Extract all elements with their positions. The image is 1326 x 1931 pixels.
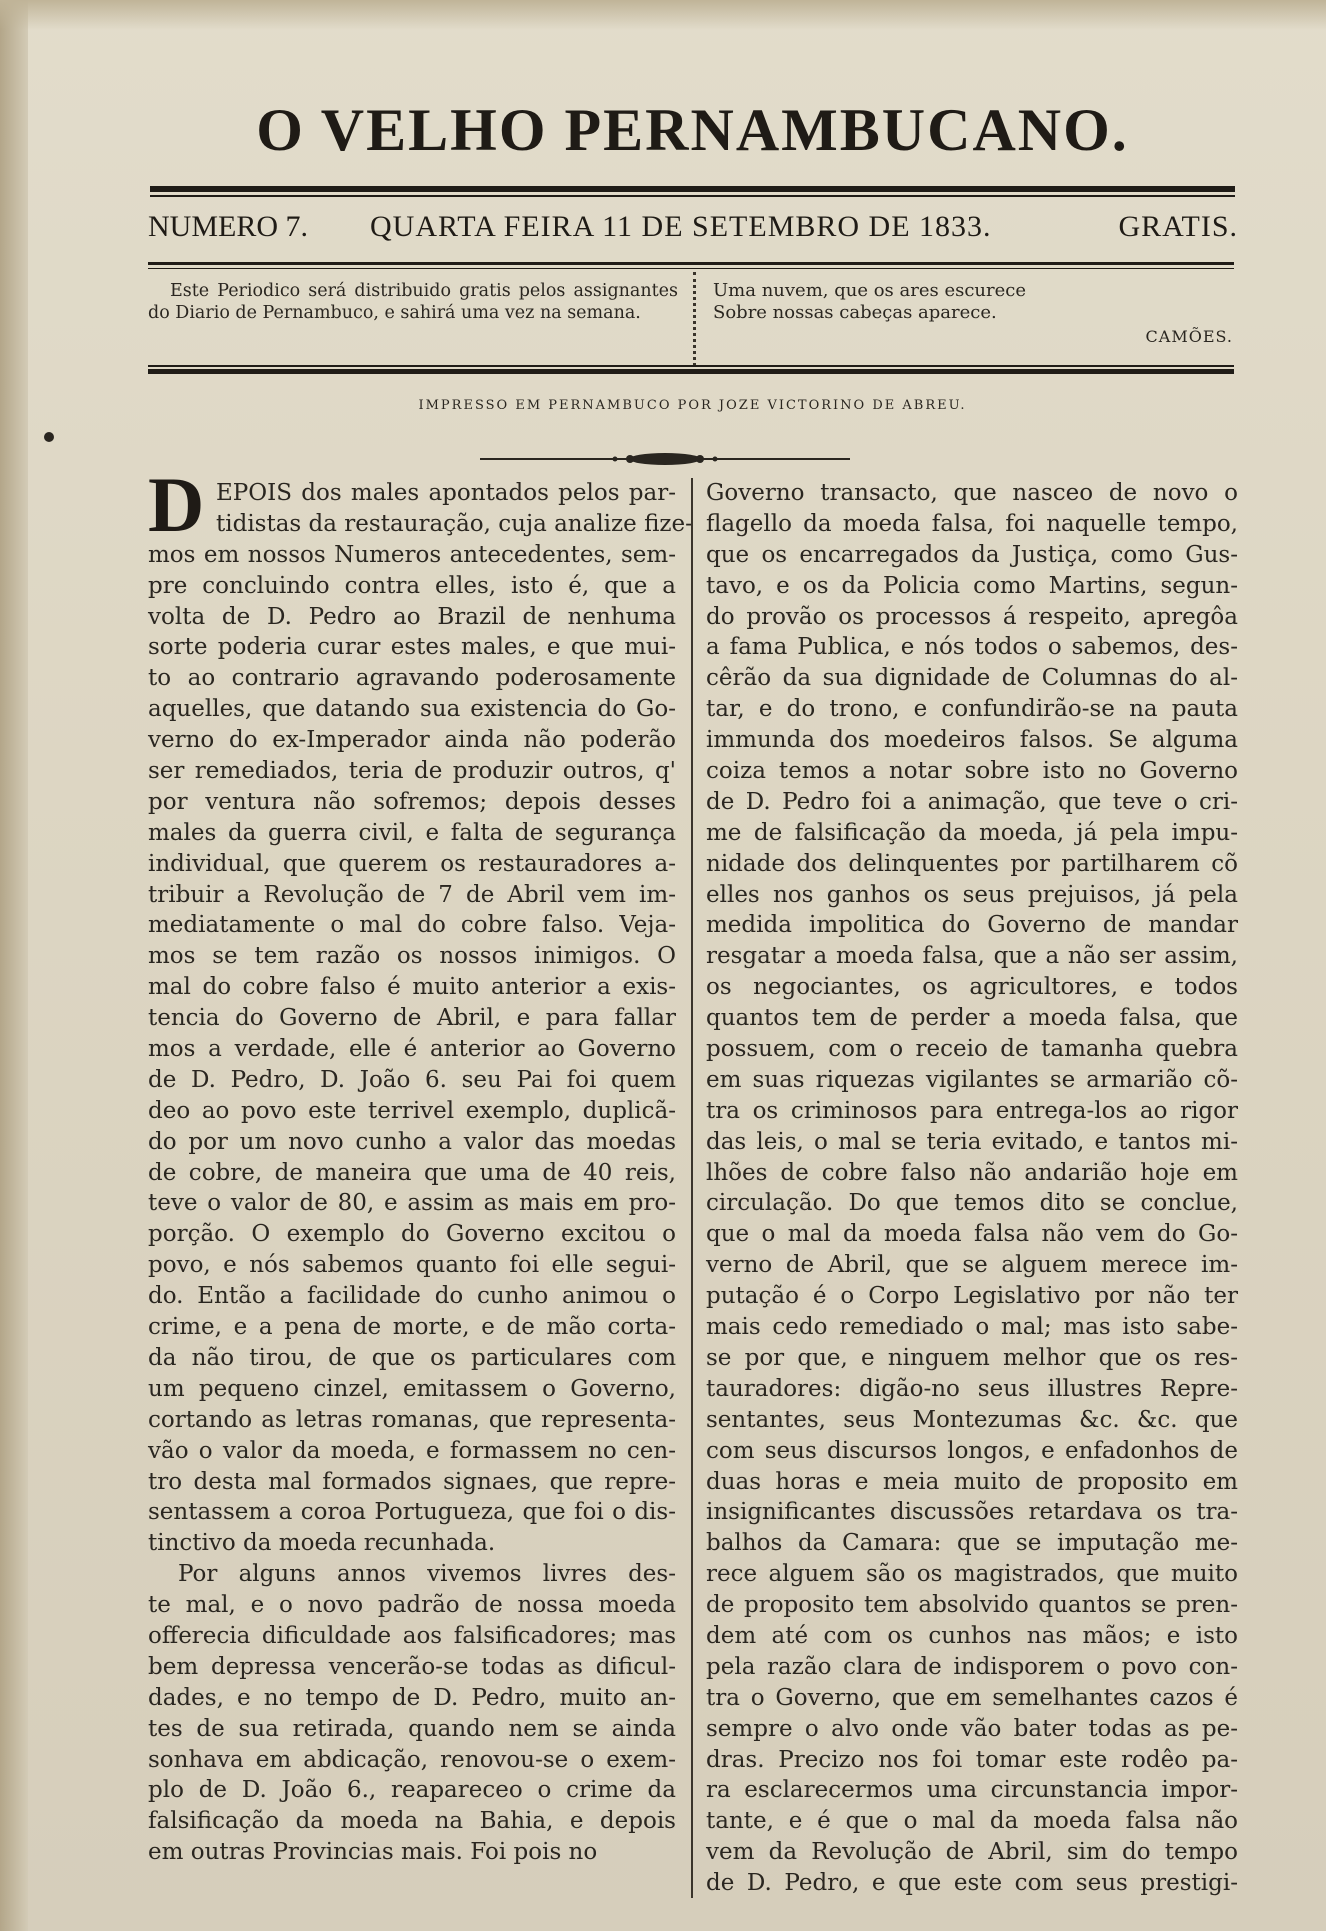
- article-line: pela razão clara de indisporem o povo con-: [706, 1653, 1238, 1680]
- article-line: da não tirou, de que os particulares com: [148, 1344, 676, 1371]
- article-line: circulação. Do que temos dito se conclue,: [706, 1190, 1238, 1217]
- article-line: de D. Pedro foi a animação, que teve o cri-: [706, 788, 1238, 815]
- dateline-rule: [148, 262, 1234, 265]
- notice-divider: [693, 272, 696, 366]
- article-line: sorte poderia curar estes males, e que mui-: [148, 634, 676, 661]
- article-line: de cobre, de maneira que uma de 40 reis,: [148, 1159, 676, 1186]
- article-line: mediatamente o mal do cobre falso. Veja-: [148, 912, 676, 939]
- printer-imprint: IMPRESSO EM PERNAMBUCO POR JOZE VICTORINO DE ABREU.: [418, 398, 967, 413]
- article-line: do. Então a facilidade do cunho animou o: [148, 1283, 676, 1310]
- article-line-text: EPOIS dos males apontados pelos par-: [216, 480, 676, 506]
- article-line: aquelles, que datando sua existencia do Go-: [148, 696, 676, 723]
- article-line: cêrão da sua dignidade de Columnas do al-: [706, 665, 1238, 692]
- article-line: Por alguns annos vivemos livres des-: [178, 1561, 676, 1588]
- article-line: to ao contrario agravando poderosamente: [148, 665, 676, 692]
- article-line: de D. Pedro, e que este com seus prestigi-: [706, 1870, 1238, 1897]
- article-line: dras. Precizo nos foi tomar este rodêo pa-: [706, 1746, 1238, 1773]
- article-line: plo de D. João 6., reapareceo o crime da: [148, 1777, 676, 1804]
- article-line: dem até com os cunhos nas mãos; e isto: [706, 1622, 1238, 1649]
- distribution-notice: [148, 280, 678, 324]
- ornament-divider-icon: [480, 448, 850, 470]
- article-line: tra os criminosos para entrega-los ao rigor: [706, 1097, 1238, 1124]
- drop-cap: D: [148, 461, 205, 548]
- article-line: mos a verdade, elle é anterior ao Governo: [148, 1036, 676, 1063]
- article-line: mos em nossos Numeros antecedentes, sem-: [148, 541, 676, 568]
- masthead-title: O VELHO PERNAMBUCANO.: [256, 97, 1129, 163]
- article-line: que os encarregados da Justiça, como Gus-: [706, 541, 1238, 568]
- article-line: com seus discursos longos, e enfadonhos de: [706, 1437, 1238, 1464]
- issue-price: GRATIS.: [1118, 210, 1238, 243]
- article-line: duas horas e meia muito de proposito em: [706, 1468, 1238, 1495]
- article-line: possuem, com o receio de tamanha quebra: [706, 1036, 1238, 1063]
- epigraph-attribution: CAMÕES.: [1145, 327, 1233, 346]
- page-top-shadow: [0, 0, 1326, 30]
- article-line: ra esclarecermos uma circunstancia impor-: [706, 1777, 1238, 1804]
- dateline-rule-thin: [148, 268, 1234, 269]
- article-line: tar, e do trono, e confundirão-se na pauta: [706, 696, 1238, 723]
- article-line: do por um novo cunho a valor das moedas: [148, 1128, 676, 1155]
- article-line: os negociantes, os agricultores, e todos: [706, 974, 1238, 1001]
- article-line: tra o Governo, que em semelhantes cazos é: [706, 1684, 1238, 1711]
- article-line: vão o valor da moeda, e formassem no cen-: [148, 1437, 676, 1464]
- article-line: vem da Revolução de Abril, sim do tempo: [706, 1839, 1238, 1866]
- article-line: crime, e a pena de morte, e de mão corta-: [148, 1314, 676, 1341]
- epigraph: [713, 280, 1233, 348]
- article-line: tencia do Governo de Abril, e para fallar: [148, 1005, 676, 1032]
- article-line: verno de Abril, que se alguem merece im-: [706, 1252, 1238, 1279]
- article-line: dades, e no tempo de D. Pedro, muito an-: [148, 1684, 676, 1711]
- article-line: mos se tem razão os nossos inimigos. O: [148, 943, 676, 970]
- article-line: medida impolitica do Governo de mandar: [706, 912, 1238, 939]
- article-line: Governo transacto, que nasceo de novo o: [706, 480, 1238, 506]
- article-line: verno do ex-Imperador ainda não poderão: [148, 727, 676, 754]
- article-line: rece alguem são os magistrados, que muito: [706, 1561, 1238, 1588]
- article-line: das leis, o mal se teria evitado, e tantos mi-: [706, 1128, 1238, 1155]
- page-edge-shadow: [0, 0, 28, 1931]
- issue-number: NUMERO 7.: [148, 210, 309, 243]
- article-line: tribuir a Revolução de 7 de Abril vem im-: [148, 881, 676, 908]
- article-line: do provão os processos á respeito, apregôa: [706, 603, 1238, 630]
- article-line: bem depressa vencerão-se todas as dificul-: [148, 1653, 676, 1680]
- article-line: em suas riquezas vigilantes se armarião cõ-: [706, 1066, 1238, 1093]
- article-line: flagello da moeda falsa, foi naquelle tempo,: [706, 510, 1238, 537]
- article-line: sempre o alvo onde vão bater todas as pe-: [706, 1715, 1238, 1742]
- article-line: teve o valor de 80, e assim as mais em pro-: [148, 1190, 676, 1217]
- article-line: mais cedo remediado o mal; mas isto sabe-: [706, 1314, 1238, 1341]
- article-line: nidade dos delinquentes por partilharem cõ: [706, 850, 1238, 877]
- article-line: immunda dos moedeiros falsos. Se alguma: [706, 727, 1238, 754]
- article-line: tidistas da restauração, cuja analize fize-: [216, 510, 693, 537]
- binding-hole: [44, 432, 54, 442]
- article-line: de proposito tem absolvido quantos se pren-: [706, 1592, 1238, 1619]
- article-line: cortando as letras romanas, que representa-: [148, 1406, 676, 1433]
- article-line: tinctivo da moeda recunhada.: [148, 1530, 496, 1557]
- article-line: em outras Provincias mais. Foi pois no: [148, 1839, 598, 1866]
- article-line: tauradores: digão-no seus illustres Repre-: [706, 1375, 1238, 1402]
- article-line: resgatar a moeda falsa, que a não ser assim,: [706, 943, 1238, 970]
- article-line: deo ao povo este terrivel exemplo, duplicã-: [148, 1097, 676, 1124]
- header-rule-thin: [148, 365, 1234, 367]
- article-line: putação é o Corpo Legislativo por não ter: [706, 1283, 1238, 1310]
- article-line: ser remediados, teria de produzir outros, q': [148, 758, 676, 785]
- epigraph-line-2: Sobre nossas cabeças aparece.: [713, 302, 997, 323]
- article-line: pre concluindo contra elles, isto é, que a: [148, 572, 676, 599]
- article-line: por ventura não sofremos; depois desses: [148, 788, 676, 815]
- dateline: [148, 210, 1238, 254]
- header-rule: [148, 369, 1234, 374]
- article-line: elles nos ganhos os seus prejuisos, já pela: [706, 881, 1238, 908]
- article-line: me de falsificação da moeda, já pela impu-: [706, 819, 1238, 846]
- article-line: sentantes, seus Montezumas &c. &c. que: [706, 1406, 1238, 1433]
- column-divider: [691, 478, 693, 1898]
- article-line: de D. Pedro, D. João 6. seu Pai foi quem: [148, 1066, 676, 1093]
- article-line: sonhava em abdicação, renovou-se o exem-: [148, 1746, 676, 1773]
- article-line: males da guerra civil, e falta de segurança: [148, 819, 676, 846]
- article-line: que o mal da moeda falsa não vem do Go-: [706, 1221, 1238, 1248]
- article-line: mal do cobre falso é muito anterior a exis-: [148, 974, 676, 1001]
- article-line: coiza temos a notar sobre isto no Governo: [706, 758, 1238, 785]
- article-line: um pequeno cinzel, emitassem o Governo,: [148, 1375, 676, 1402]
- masthead-rule-thin: [150, 195, 1235, 197]
- article-line: sentassem a coroa Portugueza, que foi o dis-: [148, 1499, 676, 1526]
- article-column-right: [706, 478, 1238, 1899]
- article-line: individual, que querem os restauradores a-: [148, 850, 676, 877]
- article-line: se por que, e ninguem melhor que os res-: [706, 1344, 1238, 1371]
- article-line: lhões de cobre falso não andarião hoje em: [706, 1159, 1238, 1186]
- article-line: insignificantes discussões retardava os tra-: [706, 1499, 1238, 1526]
- article-line: falsificação da moeda na Bahia, e depois: [148, 1808, 676, 1835]
- epigraph-line-1: Uma nuvem, que os ares escurece: [713, 280, 1026, 301]
- article-line: tes de sua retirada, quando nem se ainda: [148, 1715, 676, 1742]
- article-line: te mal, e o novo padrão de nossa moeda: [148, 1592, 676, 1619]
- article-line: balhos da Camara: que se imputação me-: [706, 1530, 1238, 1557]
- notice-text: Este Periodico será distribuido gratis pelos assignantes do Diario de Pernambuco, e sahirá uma vez na semana.: [148, 281, 678, 323]
- article-line: povo, e nós sabemos quanto foi elle segui-: [148, 1252, 676, 1279]
- article-line: volta de D. Pedro ao Brazil de nenhuma: [148, 603, 676, 630]
- article-line: quantos tem de perder a moeda falsa, que: [706, 1005, 1238, 1032]
- article-line: tante, e é que o mal da moeda falsa não: [706, 1808, 1238, 1835]
- article-line: tro desta mal formados signaes, que repre-: [148, 1468, 676, 1495]
- article-line: a fama Publica, e nós todos o sabemos, des-: [706, 634, 1238, 661]
- article-column-left: [148, 461, 693, 1868]
- issue-date: QUARTA FEIRA 11 DE SETEMBRO DE 1833.: [370, 210, 992, 243]
- masthead-rule: [150, 186, 1235, 192]
- article-line: porção. O exemplo do Governo excitou o: [148, 1221, 676, 1248]
- article-line: offerecia dificuldade aos falsificadores; mas: [148, 1622, 676, 1649]
- article-line: tavo, e os da Policia como Martins, segun-: [706, 572, 1238, 599]
